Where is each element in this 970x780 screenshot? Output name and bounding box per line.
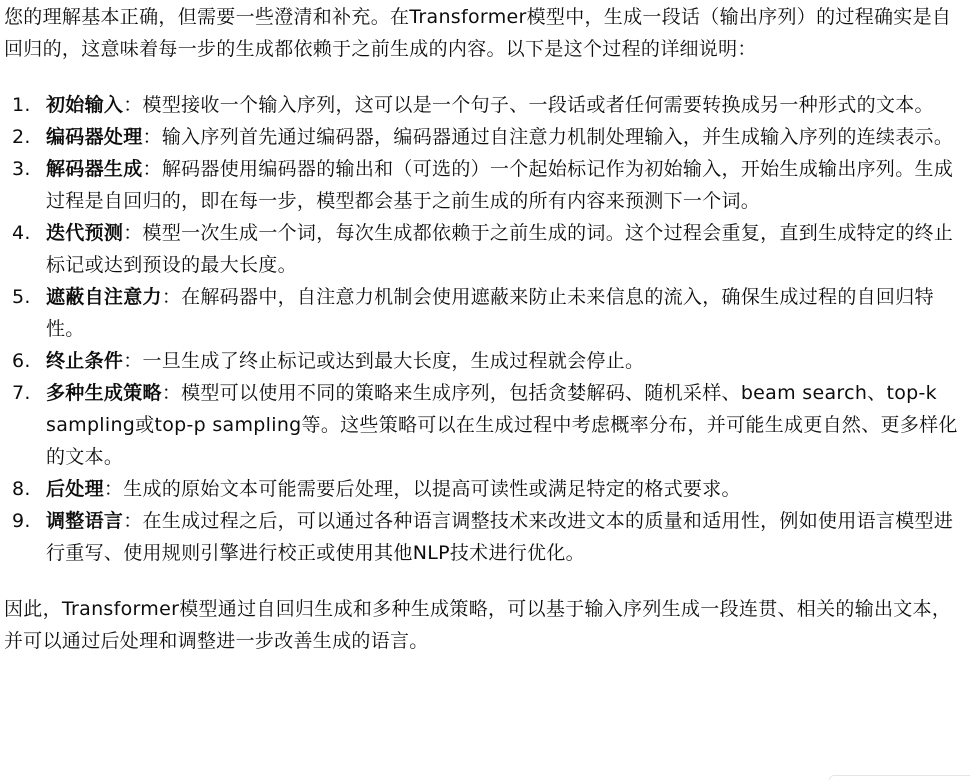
item-number: 6. (12, 350, 31, 372)
item-separator: ： (123, 510, 143, 532)
conclusion-paragraph: 因此，Transformer模型通过自回归生成和多种生成策略，可以基于输入序列生成一段连贯、相关的输出文本，并可以通过后处理和调整进一步改善生成的语言。 (4, 598, 952, 652)
list-item-5 (4, 281, 966, 345)
item-term: 初始输入 (46, 94, 124, 116)
item-text: 在生成过程之后，可以通过各种语言调整技术来改进文本的质量和适用性，例如使用语言模型进行重写、使用规则引擎进行校正或使用其他NLP技术进行优化。 (46, 510, 954, 564)
item-separator: ： (161, 382, 182, 404)
item-term: 多种生成策略 (46, 382, 162, 404)
item-text: 在解码器中，自注意力机制会使用遮蔽来防止未来信息的流入，确保生成过程的自回归特性。 (46, 286, 934, 340)
item-term: 编码器处理 (46, 126, 143, 148)
input-box-edge (829, 775, 970, 780)
item-term: 调整语言 (46, 510, 124, 532)
item-term: 解码器生成 (46, 158, 143, 180)
item-separator: ： (103, 478, 124, 500)
item-number: 9. (12, 510, 31, 532)
item-text: 生成的原始文本可能需要后处理，以提高可读性或满足特定的格式要求。 (123, 478, 741, 500)
item-separator: ： (142, 126, 162, 148)
item-text: 解码器使用编码器的输出和（可选的）一个起始标记作为初始输入，开始生成输出序列。生成过程是自回归的，即在每一步，模型都会基于之前生成的所有内容来预测下一个词。 (46, 158, 954, 212)
item-number: 8. (12, 478, 31, 500)
item-number: 1. (12, 94, 31, 116)
list-item-2 (4, 121, 966, 153)
item-text: 模型可以使用不同的策略来生成序列，包括贪婪解码、随机采样、beam search、top-k sampling或top-p sampling等。这些策略可以在生成过程中考虑概率分布，并可能生成更自然、更多样化的文本。 (46, 382, 958, 468)
item-term: 终止条件 (46, 350, 124, 372)
item-text: 模型接收一个输入序列，这可以是一个句子、一段话或者任何需要转换成另一种形式的文本。 (142, 94, 934, 116)
list-item-6 (4, 345, 966, 377)
list-item-7 (4, 377, 966, 473)
item-number: 5. (12, 286, 31, 308)
item-term: 后处理 (46, 478, 104, 500)
list-item-9 (4, 505, 966, 569)
list-item-4 (4, 217, 966, 281)
list-item-3 (4, 153, 966, 217)
item-separator: ： (142, 158, 162, 180)
item-separator: ： (123, 94, 143, 116)
item-separator: ： (161, 286, 182, 308)
item-text: 模型一次生成一个词，每次生成都依赖于之前生成的词。这个过程会重复，直到生成特定的终止标记或达到预设的最大长度。 (46, 222, 954, 276)
item-text: 输入序列首先通过编码器，编码器通过自注意力机制处理输入，并生成输入序列的连续表示。 (161, 126, 954, 148)
item-number: 4. (12, 222, 31, 244)
item-term: 迭代预测 (46, 222, 124, 244)
list-item-8 (4, 473, 966, 505)
item-number: 2. (12, 126, 31, 148)
steps-list (4, 89, 966, 569)
item-separator: ： (123, 222, 143, 244)
item-number: 7. (12, 382, 31, 404)
intro-paragraph: 您的理解基本正确，但需要一些澄清和补充。在Transformer模型中，生成一段话（输出序列）的过程确实是自回归的，这意味着每一步的生成都依赖于之前生成的内容。以下是这个过程的详细说明： (4, 6, 952, 60)
item-separator: ： (123, 350, 143, 372)
item-text: 一旦生成了终止标记或达到最大长度，生成过程就会停止。 (142, 350, 645, 372)
list-item-1 (4, 89, 966, 121)
item-number: 3. (12, 158, 31, 180)
item-term: 遮蔽自注意力 (46, 286, 162, 308)
